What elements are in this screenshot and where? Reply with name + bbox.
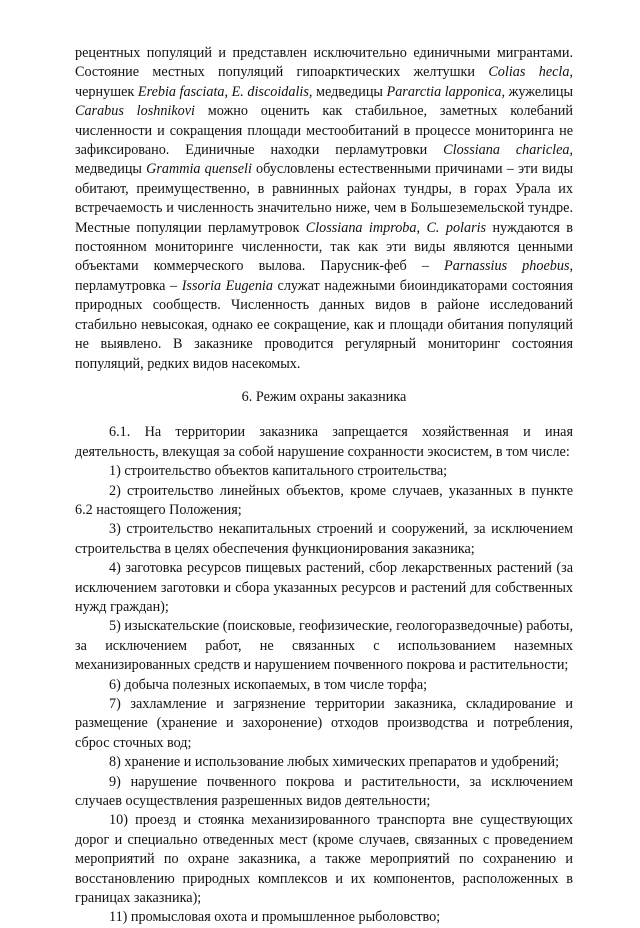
list-item: 8) хранение и использование любых химических препаратов и удобрений; xyxy=(109,754,560,771)
list-item: 6) добыча полезных ископаемых, в том числе торфа; xyxy=(109,676,428,693)
list-item: 7) захламление и загрязнение территории заказника, складирование и размещение (хранение и захоронение) отходов производства и потребления, сброс сточных вод; xyxy=(75,696,573,751)
list-item: 10) проезд и стоянка механизированного транспорта вне существующих дорог и специально отведенных мест (кроме случаев, связанных с проведением мероприятий по охране заказника, а также мероприятий по сохранению и восстановлению природных комплексов и их компонентов, расположенных в границах заказника); xyxy=(75,812,573,907)
list-item: 3) строительство некапитальных строений и сооружений, за исключением строительства в целях обеспечения функционирования заказника; xyxy=(75,521,573,557)
document-page xyxy=(75,44,573,928)
list-item: 1) строительство объектов капитального строительства; xyxy=(109,463,448,480)
list-item: 5) изыскательские (поисковые, геофизические, геологоразведочные) работы, за исключением работ, не связанных с использованием наземных механизированных средств и нарушением почвенного покрова и растительности; xyxy=(75,618,573,674)
section-title: 6. Режим охраны заказника xyxy=(241,388,407,405)
list-item: 11) промысловая охота и промышленное рыболовство; xyxy=(109,909,441,926)
clause-intro: 6.1. На территории заказника запрещается хозяйственная и иная деятельность, влекущая за собой нарушение сохранности экосистем, в том числе: xyxy=(75,424,573,460)
intro-paragraph: рецентных популяций и представлен исключительно единичными мигрантами. Состояние местных популяций гипоарктических желтушки Colias hecla, чернушек Erebia fasciata, E. discoidalis, медведицы Pararctia lapponica, жужелицы Carabus loshnikovi можно оценить как стабильное, заметных колебаний численности и сокращения площади местообитаний в процессе мониторинга не зафиксировано. Единичные находки перламутровки Clossiana chariclea, медведицы Grammia quenseli обусловлены естественными причинами – эти виды обитают, преимущественно, в равнинных районах тундры, в горах Урала их встречаемость и численность значительно ниже, чем в Большеземельской тундре. Местные популяции перламутровок Clossiana improba, C. polaris нуждаются в постоянном мониторинге численности, так как эти виды являются ценными объектами коммерческого вылова. Парусник-феб – Parnassius phoebus, перламутровка – Issoria Eugenia служат надежными биоиндикаторами состояния природных сообществ. Численность данных видов в районе исследований стабильно невысокая, однако ее сокращение, как и площади обитания популяций не выявлено. В заказнике проводится регулярный мониторинг состояния популяций, редких видов насекомых. xyxy=(75,45,574,372)
list-item: 9) нарушение почвенного покрова и растительности, за исключением случаев осуществления разрешенных видов деятельности; xyxy=(75,773,573,810)
list-item: 4) заготовка ресурсов пищевых растений, сбор лекарственных растений (за исключением заготовки и сбора указанных ресурсов и растений для собственных нужд граждан); xyxy=(75,560,573,615)
list-item: 2) строительство линейных объектов, кроме случаев, указанных в пункте 6.2 настоящего Положения; xyxy=(75,482,573,518)
